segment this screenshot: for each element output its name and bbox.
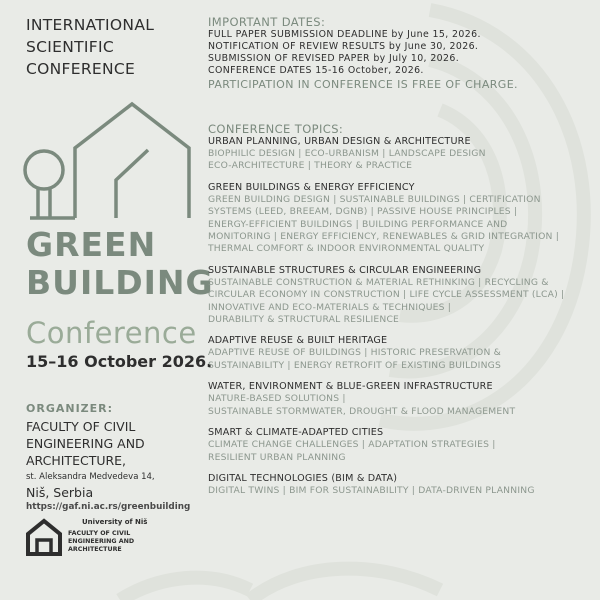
topic-item — [208, 473, 598, 497]
conference-title: GREEN BUILDING — [26, 225, 214, 302]
topic-title: GREEN BUILDINGS & ENERGY EFFICIENCY — [208, 181, 415, 193]
topic-item — [208, 335, 598, 372]
topic-title: ADAPTIVE REUSE & BUILT HERITAGE — [208, 335, 388, 347]
topic-item — [208, 265, 598, 327]
conference-subtitle: Conference — [26, 316, 197, 350]
topic-title: SMART & CLIMATE-ADAPTED CITIES — [208, 427, 384, 439]
free-participation-note: PARTICIPATION IN CONFERENCE IS FREE OF CHARGE. — [208, 78, 518, 91]
topic-title: SUSTAINABLE STRUCTURES & CIRCULAR ENGINEERING — [208, 264, 482, 276]
topic-description: DIGITAL TWINS | BIM FOR SUSTAINABILITY | DATA-DRIVEN PLANNING — [208, 484, 535, 496]
faculty-logo-icon — [24, 518, 64, 556]
topic-description: NATURE-BASED SOLUTIONS | SUSTAINABLE STORMWATER, DROUGHT & FLOOD MANAGEMENT — [208, 393, 516, 417]
conference-type-heading: INTERNATIONAL SCIENTIFIC CONFERENCE — [26, 16, 155, 78]
date-row: SUBMISSION OF REVISED PAPER by July 10, 2026. — [208, 53, 460, 64]
topic-description: CLIMATE CHANGE CHALLENGES | ADAPTATION STRATEGIES | RESILIENT URBAN PLANNING — [208, 439, 496, 463]
date-row: CONFERENCE DATES 15-16 October, 2026. — [208, 65, 424, 76]
conference-url: https://gaf.ni.ac.rs/greenbuilding — [26, 502, 191, 512]
topic-item — [208, 427, 598, 464]
conference-date: 15–16 October 2026. — [26, 352, 213, 371]
important-dates-heading: IMPORTANT DATES: — [208, 15, 326, 29]
topic-description: BIOPHILIC DESIGN | ECO-URBANISM | LANDSCAPE DESIGN ECO-ARCHITECTURE | THEORY & PRACTICE — [208, 148, 486, 172]
university-name: University of Niš — [82, 518, 148, 526]
topic-title: WATER, ENVIRONMENT & BLUE-GREEN INFRASTRUCTURE — [208, 381, 493, 393]
topic-item — [208, 381, 598, 418]
topic-item — [208, 182, 598, 256]
organizer-city: Niš, Serbia — [26, 485, 94, 500]
organizer-label: ORGANIZER: — [26, 402, 114, 415]
topic-description: SUSTAINABLE CONSTRUCTION & MATERIAL RETHINKING | RECYCLING & CIRCULAR ECONOMY IN CONSTRUCTION | LIFE CYCLE ASSESSMENT (LCA) | INNOVATIVE AND ECO-MATERIALS & TECHNIQUES | DURABILITY & STRUCTURAL RESILIENCE — [208, 276, 565, 326]
topic-item — [208, 136, 598, 173]
date-row: FULL PAPER SUBMISSION DEADLINE by June 15, 2026. — [208, 29, 481, 40]
topic-description: ADAPTIVE REUSE OF BUILDINGS | HISTORIC PRESERVATION & SUSTAINABILITY | ENERGY RETROFIT OF EXISTING BUILDINGS — [208, 347, 502, 371]
topic-description: GREEN BUILDING DESIGN | SUSTAINABLE BUILDINGS | CERTIFICATION SYSTEMS (LEED, BREEAM, DGNB) | PASSIVE HOUSE PRINCIPLES | ENERGY-EFFICIENT BUILDINGS | BUILDING PERFORMANCE AND MONITORING | ENERGY EFFICIENCY, RENEWABLES & GRID INTEGRATION | THERMAL COMFORT & INDOOR ENVIRONMENTAL QUALITY — [208, 193, 560, 255]
green-building-house-icon — [22, 100, 194, 224]
topic-title: DIGITAL TECHNOLOGIES (BIM & DATA) — [208, 472, 398, 484]
faculty-logo-text: FACULTY OF CIVIL ENGINEERING AND ARCHITECTURE — [68, 530, 135, 553]
left-column — [26, 14, 208, 80]
topic-title: URBAN PLANNING, URBAN DESIGN & ARCHITECTURE — [208, 136, 471, 147]
organizer-name: FACULTY OF CIVIL ENGINEERING AND ARCHITECTURE, — [26, 419, 145, 468]
date-row: NOTIFICATION OF REVIEW RESULTS by June 30, 2026. — [208, 41, 479, 52]
conference-topics-heading: CONFERENCE TOPICS: — [208, 122, 344, 136]
organizer-address: st. Aleksandra Medvedeva 14, — [26, 472, 155, 482]
right-column — [208, 16, 598, 506]
